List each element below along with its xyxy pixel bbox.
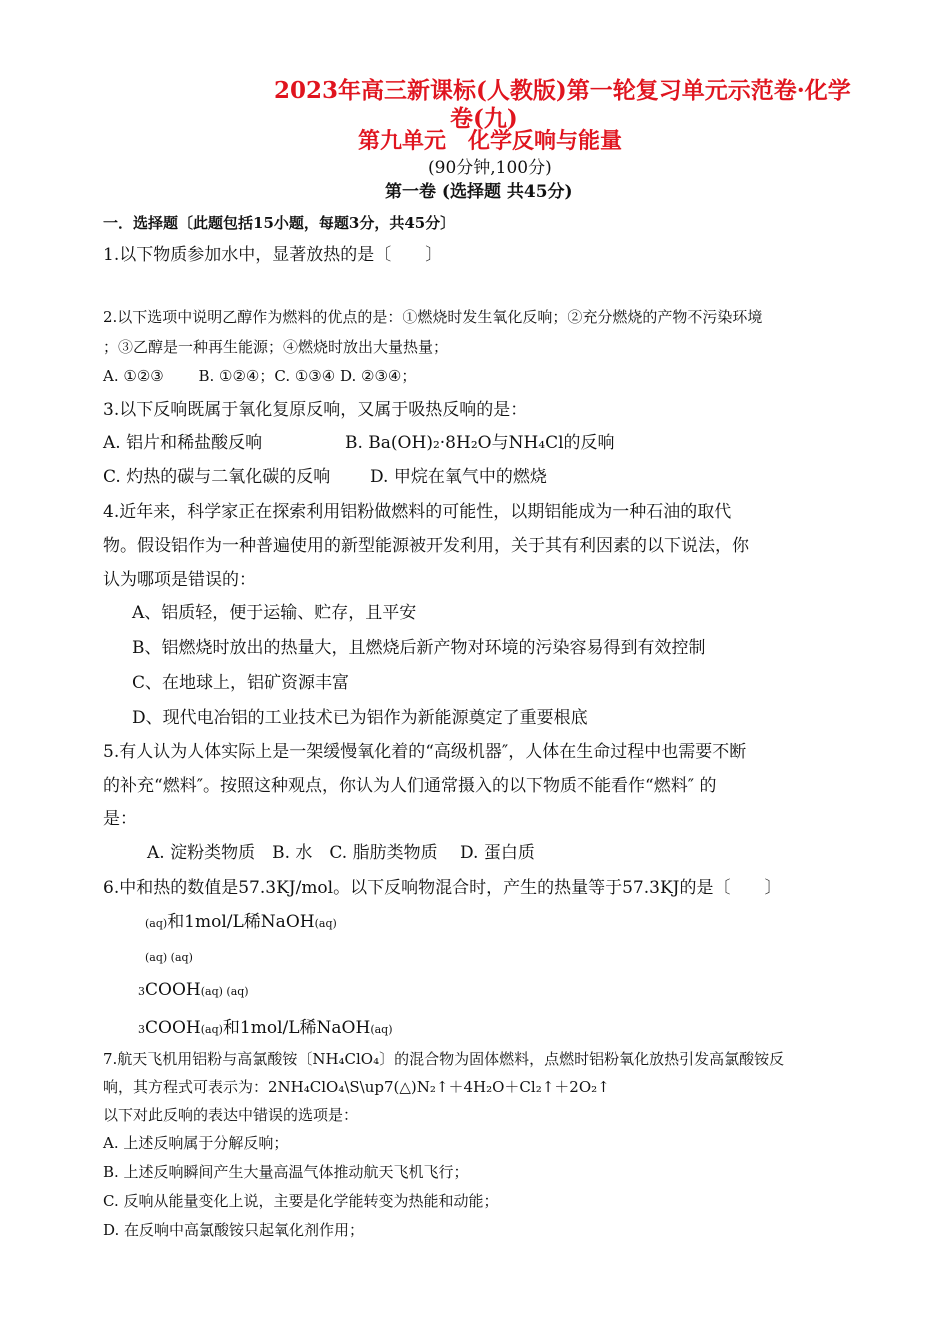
question-4-option-b: B、铝燃烧时放出的热量大，且燃烧后新产物对环境的污染容易得到有效控制 <box>132 638 706 658</box>
unit-title: 第九单元 化学反响与能量 <box>358 128 623 154</box>
question-7-line1: 7.航天飞机用铝粉与高氯酸铵〔NH₄ClO₄〕的混合物为固体燃料，点燃时铝粉氧化放热引发高氯酸铵反 <box>103 1050 785 1068</box>
question-7-option-a: A. 上述反响属于分解反响； <box>103 1134 289 1152</box>
question-7-option-b: B. 上述反响瞬间产生大量高温气体推动航天飞机飞行； <box>103 1163 469 1181</box>
question-5-line2: 的补充“燃料″。按照这种观点，你认为人们通常摄入的以下物质不能看作“燃料″ 的 <box>103 776 717 796</box>
state-subscript: (aq) <box>200 1023 223 1036</box>
exam-title-line2: 卷(九) <box>450 105 518 132</box>
question-3: 3.以下反响既属于氧化复原反响，又属于吸热反响的是： <box>103 400 528 420</box>
question-6-option-a <box>145 907 337 932</box>
question-6-option-c <box>138 980 249 1000</box>
question-2-options: A. ①②③ B. ①②④；C. ①③④ D. ②③④； <box>103 367 417 385</box>
volume-label: 第一卷 (选择题 共45分) <box>385 182 573 202</box>
time-score: (90分钟,100分) <box>428 158 552 178</box>
option-a-text: 和1mol/L稀NaOH <box>167 912 315 932</box>
question-4-line2: 物。假设铝作为一种普遍使用的新型能源被开发利用，关于其有利因素的以下说法，你 <box>103 536 749 556</box>
formula-subscript: 3 <box>138 985 145 998</box>
question-2-line1: 2.以下选项中说明乙醇作为燃料的优点的是：①燃烧时发生氧化反响；②充分燃烧的产物不污染环境 <box>103 308 763 326</box>
question-7-line3: 以下对此反响的表达中错误的选项是： <box>103 1106 359 1124</box>
question-6: 6.中和热的数值是57.3KJ/mol。以下反响物混合时，产生的热量等于57.3KJ的是〔 〕 <box>103 878 782 898</box>
question-7-option-d: D. 在反响中高氯酸铵只起氧化剂作用； <box>103 1221 365 1239</box>
question-1: 1.以下物质参加水中，显著放热的是〔 〕 <box>103 245 443 265</box>
question-5-line3: 是： <box>103 809 137 829</box>
question-7-option-c: C. 反响从能量变化上说，主要是化学能转变为热能和动能； <box>103 1192 499 1210</box>
question-4-option-c: C、在地球上，铝矿资源丰富 <box>132 673 350 693</box>
option-c-text: COOH <box>145 980 201 1000</box>
question-6-option-b: (aq) (aq) <box>145 951 193 964</box>
question-5-line1: 5.有人认为人体实际上是一架缓慢氧化着的“高级机器″，人体在生命过程中也需要不断 <box>103 742 747 762</box>
formula-subscript: 3 <box>138 1023 145 1036</box>
question-4-option-d: D、现代电冶铝的工业技术已为铝作为新能源奠定了重要根底 <box>132 708 588 728</box>
state-subscript: (aq) <box>314 917 337 930</box>
exam-title-line1: 2023年高三新课标(人教版)第一轮复习单元示范卷·化学 <box>274 77 851 104</box>
option-d-text: COOH <box>145 1018 201 1038</box>
question-4-option-a: A、铝质轻，便于运输、贮存，且平安 <box>132 603 417 623</box>
option-d-text-2: 和1mol/L稀NaOH <box>222 1018 371 1038</box>
question-5-options: A. 淀粉类物质 B. 水 C. 脂肪类物质 D. 蛋白质 <box>147 843 535 863</box>
question-2-line2: ；③乙醇是一种再生能源；④燃烧时放出大量热量； <box>103 338 449 356</box>
question-3-option-c: C. 灼热的碳与二氧化碳的反响 <box>103 467 331 487</box>
question-3-option-b: B. Ba(OH)₂·8H₂O与NH₄Cl的反响 <box>345 433 615 453</box>
section-heading: 一．选择题〔此题包括15小题，每题3分，共45分〕 <box>103 214 456 232</box>
question-3-option-d: D. 甲烷在氧气中的燃烧 <box>370 467 547 487</box>
question-4-line3: 认为哪项是错误的： <box>103 570 256 590</box>
question-4-line1: 4.近年来，科学家正在探索利用铝粉做燃料的可能性，以期铝能成为一种石油的取代 <box>103 502 732 522</box>
state-subscript: (aq) (aq) <box>200 985 249 998</box>
question-7-line2: 响，其方程式可表示为：2NH₄ClO₄\S\up7(△)N₂↑＋4H₂O＋Cl₂↑＋2O₂↑ <box>103 1078 610 1096</box>
state-subscript: (aq) <box>145 917 168 930</box>
question-6-option-d <box>138 1013 393 1038</box>
question-3-option-a: A. 铝片和稀盐酸反响 <box>103 433 263 453</box>
state-subscript: (aq) <box>370 1023 393 1036</box>
